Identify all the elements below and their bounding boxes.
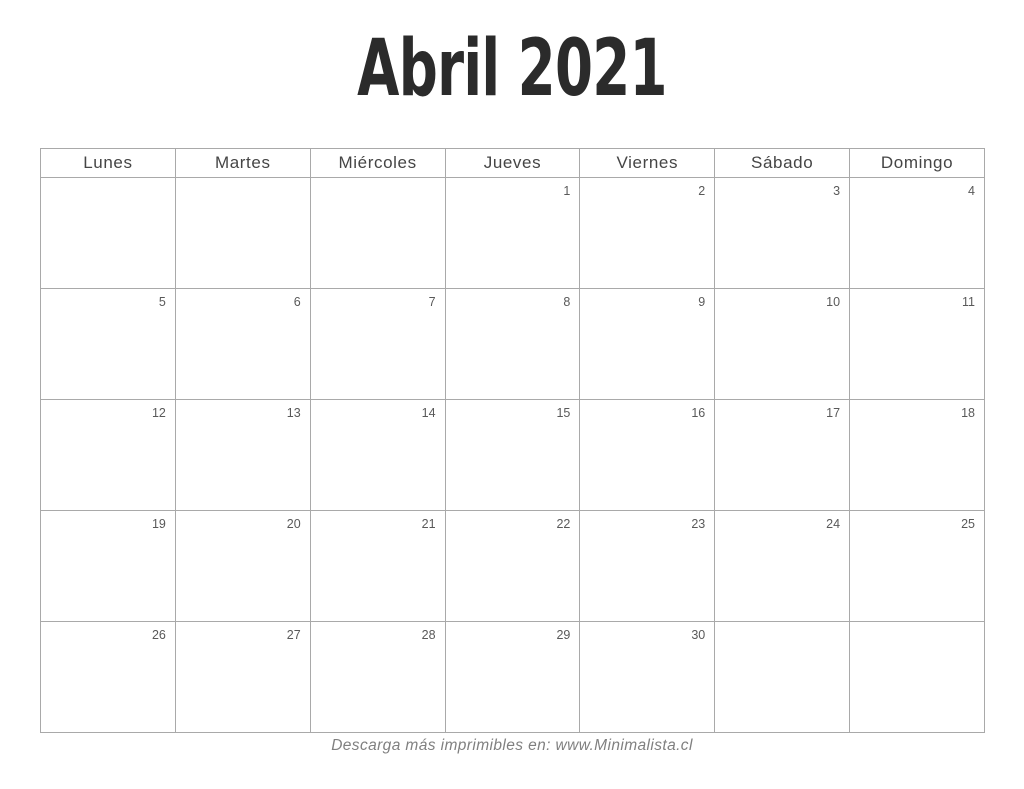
day-cell: 8 [445, 289, 580, 400]
day-cell: 24 [715, 511, 850, 622]
day-cell: 13 [175, 400, 310, 511]
day-cell: 25 [850, 511, 985, 622]
week-row [41, 178, 985, 289]
day-header-martes: Martes [175, 149, 310, 178]
calendar-table [40, 148, 985, 733]
week-row [41, 400, 985, 511]
day-cell: 12 [41, 400, 176, 511]
footer-credit: Descarga más imprimibles en: www.Minimalista.cl [331, 737, 693, 754]
day-cell: 23 [580, 511, 715, 622]
day-cell: 27 [175, 622, 310, 733]
day-cell: 29 [445, 622, 580, 733]
day-cell: 4 [850, 178, 985, 289]
day-cell [175, 178, 310, 289]
day-cell [850, 622, 985, 733]
day-cell: 14 [310, 400, 445, 511]
day-cell: 9 [580, 289, 715, 400]
day-cell: 15 [445, 400, 580, 511]
day-cell: 20 [175, 511, 310, 622]
day-cell: 6 [175, 289, 310, 400]
calendar-body [41, 178, 985, 733]
day-cell: 18 [850, 400, 985, 511]
day-header-jueves: Jueves [445, 149, 580, 178]
day-cell: 22 [445, 511, 580, 622]
day-header-lunes: Lunes [41, 149, 176, 178]
day-cell: 30 [580, 622, 715, 733]
day-header-domingo: Domingo [850, 149, 985, 178]
day-header-viernes: Viernes [580, 149, 715, 178]
day-cell: 26 [41, 622, 176, 733]
day-cell: 17 [715, 400, 850, 511]
day-header-sabado: Sábado [715, 149, 850, 178]
day-cell: 10 [715, 289, 850, 400]
week-row [41, 622, 985, 733]
day-cell: 28 [310, 622, 445, 733]
page-title: Abril 2021 [357, 24, 667, 114]
calendar-header-row [41, 149, 985, 178]
day-cell [715, 622, 850, 733]
day-cell: 7 [310, 289, 445, 400]
day-cell: 11 [850, 289, 985, 400]
day-cell: 21 [310, 511, 445, 622]
day-header-miercoles: Miércoles [310, 149, 445, 178]
day-cell: 16 [580, 400, 715, 511]
day-cell: 5 [41, 289, 176, 400]
week-row [41, 289, 985, 400]
day-cell: 1 [445, 178, 580, 289]
day-cell: 2 [580, 178, 715, 289]
day-cell [41, 178, 176, 289]
week-row [41, 511, 985, 622]
day-cell: 3 [715, 178, 850, 289]
day-cell: 19 [41, 511, 176, 622]
day-cell [310, 178, 445, 289]
